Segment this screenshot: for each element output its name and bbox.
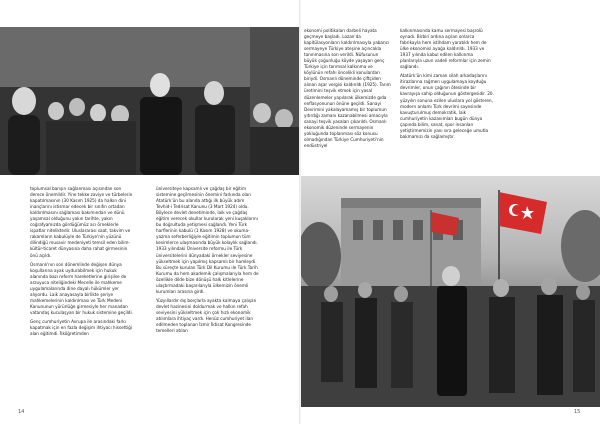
- paragraph: ekonomi politikaları darbeli hayata geçmeye başladı. Lozan'da kapitülasyonların kaldırılmasıyla yabancı sermayeye Türkiye ateşine açıncakla tanınmasına son verildi. Nüfusunun büyük çoğunluğu köyde yaşayan genç Türkiye için tarımsal kalkınma ve köylünün refahı öncelikli konulardan biriydi. Osmanlı döneminde çiftçiden alınan aşar vergisi kaldırıldı (1925). Tarım üretimini teşvik etmek için yasal düzenlemeler yapılarak ülkemizde gıda enflasyonunun önüne geçildi. Sanayi Devrimini yakalayamamış bir toplumun yıtırdığı zamanı kazanabilmesi amacıyla sanayi teşvik yasaları çıkarıldı. Osmanlı ekonomik düzeninde sermayenin yokluğunda toplanması söz konusu olmadığından Türkiye Cumhuriyeti'nin endüstriyel: [304, 28, 391, 148]
- text-column-top-middle: [304, 28, 392, 152]
- paragraph: Yüzyıllardır dış borçlarla ayakta kalmaya çalışan devlet hazinesini doldurmak ve halkın refah seviyesini yükseltmek için çok hızlı ekonomik atılımlara ihtiyaç vardı. Henüz cumhuriyet ilan edilmeden toplanan İzmir İktisat Kongresinde temelleri atılan: [156, 297, 257, 334]
- paragraph: Atatürk'ün kimi zaman silah arkadaşlarını itirazlarına rağmen uygulamaya koyduğu devrimler, onun çağının ötesinde bir kavrayışa sahip olduğunun göstergesidir. 20. yüzyılın sonuna ezilen uluslara yol gösteren, modern anlamı Türk devrimi sayesinde kavuşturulmuş demokratik, laik cumhuriyetin kazanımları bugün dünya çapında bilim, sanat, spor insanları yetiştirmemizin yanı sıra geleceğe umutla bakmamızı da sağlamıştır.: [400, 73, 494, 139]
- parade-photo-illustration: [301, 176, 600, 407]
- paragraph: kalkınmasında kamu sermayesi başrolü oynadı. Birbiri ardına açılan onlarca fabrikayla hem istihdam yaratıldı hem de ülke ekonomisi ayağa kaldırıldı. 1933 ve 1937 yılında kabul edilen kalkınma planlarıyla uzun vadeli reformlar için zemin sağlandı.: [400, 28, 491, 70]
- page-gutter: [299, 0, 301, 424]
- text-column-bottom-left: [30, 186, 134, 340]
- classroom-photo: [0, 27, 299, 175]
- paragraph: üniversiteye kapsamlı ve çağdaş bir eğitim sistemine geçilmesinin önemini farkında olan Atatürk'ün bu alanda attığı ilk büyük adım Tevhid-i Tedrisat Kanunu (3 Mart 1924) oldu. Böylece devlet denetiminde, laik ve çağdaş eğitim verecek okullar kurularak yeni kuşaklarını bu doğrultuda yetişmesi sağlandı. Yeni Türk harflerinin kabulü (1 Kasım 1928) ve okuma-yazma seferberliğiyle eğitimin toplumun tüm kesimlerce ulaşmasında büyük kolaylık sağlandı. 1933 yılındaki Üniversite reformu ile Türk üniversitelerini dünyadaki örnekler seviyesine yükseltmek için yapılmış kapsamlı bir hamleydi. Bu süreçte kurulan Türk Dil Kurumu ile Türk Tarih Kurumu da hem akademik çalışmalarıyla hem de özellikle dilde bize dönüşü halk kitlelerine ulaştırmadaki başarılarıyla ülkemizin önemli kurumları arasına girdi.: [156, 186, 259, 294]
- page-number-left: 14: [18, 409, 25, 415]
- paragraph: Osmanlı'nın son dönemlinde değişen dünya koşullarına ayak uydurabilmek için hukuk alanında bazı reform hareketlerine girişilse de arzuyuca niteliğindeki Mecelle ile mahkeme uygulamalarında dine dayalı hükümler yer alıyordu. Laik anayasayla birlikte şeriye mahkemelerinin kaldırılması ve Türk Medeni Kanununun yürürlüğe girmesiyle her manadan vatandaş kuculaşyan bir hukuk sistemine geçildi.: [30, 261, 133, 315]
- paragraph: Genç cumhuriyetin Avrupa ile arasındaki farkı kapatmak için en fazla değişim ihtiyacı hissettiği alan eğitimdi. İlköğretimden: [30, 318, 132, 337]
- page-number-right: 15: [574, 409, 581, 415]
- text-column-top-right: [400, 28, 495, 143]
- parade-photo: [301, 176, 600, 407]
- paragraph: toplumsal barışın sağlanması açısından son derece önemlidir. Yine tekke zaviye ve türbelerin kapatılmasının (30 Kasım 1925) da halkın dini inançlarını istismar edecek bir sınıfın ortadan kaldırılmasını sağlaması bakımından ve dünü yaşamsal olduğunu yakın tarihte, yakın coğrafyamızda gördüğümüz acı örneklerle ispatlar niteliktedir. Uluslararası saat, takvim ve rakamların kabulüyle de Türkiye'nin yüzünü dilindiğü musavir medeniyeti temsil eden bilim-kültür-ticaret dünyasına daha rahat girmesinin önü açıldı.: [30, 186, 133, 258]
- text-column-bottom-middle: [156, 186, 260, 337]
- classroom-photo-illustration: [0, 27, 299, 175]
